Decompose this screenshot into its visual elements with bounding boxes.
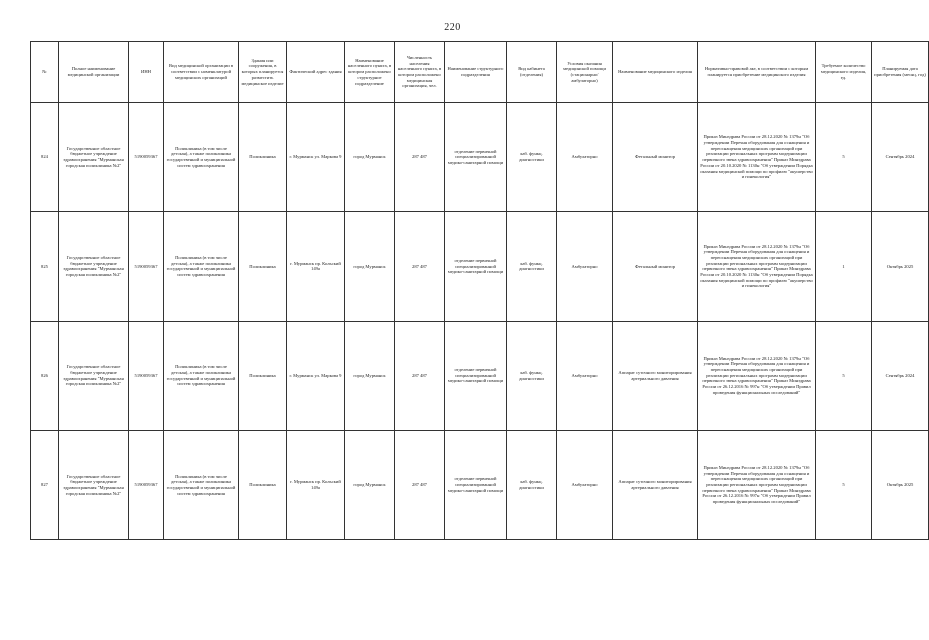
table-row bbox=[31, 212, 929, 321]
page-number: 220 bbox=[444, 22, 461, 33]
date-cell: Октябрь 2025 bbox=[872, 212, 929, 321]
building-cell: Поликлиника bbox=[239, 430, 287, 539]
settlement-cell: город Мурманск bbox=[345, 430, 395, 539]
device-cell: Аппарат суточного мониторирования артериального давления bbox=[613, 430, 698, 539]
equipment-table bbox=[30, 41, 929, 540]
subdivision-cell: отделение первичной специализированной медико-санитарной помощи bbox=[445, 212, 507, 321]
row-number: 827 bbox=[31, 430, 59, 539]
header-cell: Полное наименование медицинской организации bbox=[59, 42, 129, 103]
conditions-cell: Амбулаторно bbox=[557, 103, 613, 212]
cabinet-cell: каб. функц. диагностики bbox=[507, 212, 557, 321]
cabinet-cell: каб. функц. диагностики bbox=[507, 103, 557, 212]
date-cell: Сентябрь 2024 bbox=[872, 321, 929, 430]
org-name-cell: Государственное областное бюджетное учреждение здравоохранения "Мурманская городская поликлиника №2" bbox=[59, 321, 129, 430]
table-row bbox=[31, 103, 929, 212]
inn-cell: 5190059367 bbox=[129, 430, 164, 539]
cabinet-cell: каб. функц. диагностики bbox=[507, 321, 557, 430]
address-cell: г. Мурманск пр. Кольский 149а bbox=[287, 212, 345, 321]
conditions-cell: Амбулаторно bbox=[557, 430, 613, 539]
order-cell: Приказ Минздрава России от 28.12.2020 № 1379н "Об утверждении Перечня оборудования для оснащения и переоснащения медицинских организаций при реализации региональных программ модернизации первичного звена здравоохранения" Приказ Минздрава России от 26.12.2016 № 997н "Об утверждении Правил проведения функциональных исследований" bbox=[698, 430, 816, 539]
org-type-cell: Поликлиника (в том числе детская), а также поликлиника государственной и муниципальной систем здравоохранения bbox=[164, 212, 239, 321]
org-name-cell: Государственное областное бюджетное учреждение здравоохранения "Мурманская городская поликлиника №2" bbox=[59, 430, 129, 539]
conditions-cell: Амбулаторно bbox=[557, 212, 613, 321]
subdivision-cell: отделение первичной специализированной медико-санитарной помощи bbox=[445, 430, 507, 539]
org-name-cell: Государственное областное бюджетное учреждение здравоохранения "Мурманская городская поликлиника №2" bbox=[59, 212, 129, 321]
header-cell: Здания или сооружения, в которых планируется разместить медицинское изделие bbox=[239, 42, 287, 103]
quantity-cell: 5 bbox=[816, 430, 872, 539]
row-number: 824 bbox=[31, 103, 59, 212]
quantity-cell: 5 bbox=[816, 103, 872, 212]
header-cell: Численность населения населенного пункта, в котором расположено медицинская организация, чел. bbox=[395, 42, 445, 103]
order-cell: Приказ Минздрава России от 28.12.2020 № 1379н "Об утверждении Перечня оборудования для оснащения и переоснащения медицинских организаций при реализации региональных программ модернизации первичного звена здравоохранения" Приказ Минздрава России от 26.12.2016 № 997н "Об утверждении Правил проведения функциональных исследований" bbox=[698, 321, 816, 430]
header-cell: Планируемая дата приобретения (месяц, год) bbox=[872, 42, 929, 103]
org-name-cell: Государственное областное бюджетное учреждение здравоохранения "Мурманская городская поликлиника №2" bbox=[59, 103, 129, 212]
header-cell: Фактический адрес здания bbox=[287, 42, 345, 103]
building-cell: Поликлиника bbox=[239, 321, 287, 430]
settlement-cell: город Мурманск bbox=[345, 321, 395, 430]
header-cell: Наименование населенного пункта, в котором расположено структурное подразделение bbox=[345, 42, 395, 103]
inn-cell: 5190059367 bbox=[129, 103, 164, 212]
device-cell: Аппарат суточного мониторирования артериального давления bbox=[613, 321, 698, 430]
org-type-cell: Поликлиника (в том числе детская), а также поликлиника государственной и муниципальной систем здравоохранения bbox=[164, 430, 239, 539]
header-cell: № bbox=[31, 42, 59, 103]
building-cell: Поликлиника bbox=[239, 103, 287, 212]
date-cell: Октябрь 2025 bbox=[872, 430, 929, 539]
header-cell: Наименование структурного подразделения bbox=[445, 42, 507, 103]
row-number: 826 bbox=[31, 321, 59, 430]
header-cell: Вид медицинской организации в соответствии с номенклатурой медицинских организаций bbox=[164, 42, 239, 103]
org-type-cell: Поликлиника (в том числе детская), а также поликлиника государственной и муниципальной систем здравоохранения bbox=[164, 103, 239, 212]
population-cell: 287 487 bbox=[395, 430, 445, 539]
order-cell: Приказ Минздрава России от 28.12.2020 № 1379н "Об утверждении Перечня оборудования для оснащения и переоснащения медицинских организаций при реализации региональных программ модернизации первичного звена здравоохранения" Приказ Минздрава России от 20.10.2020 № 1130н "Об утверждении Порядка оказания медицинской помощи по профилю "акушерство и гинекология" bbox=[698, 212, 816, 321]
subdivision-cell: отделение первичной специализированной медико-санитарной помощи bbox=[445, 321, 507, 430]
population-cell: 287 487 bbox=[395, 103, 445, 212]
inn-cell: 5190059367 bbox=[129, 212, 164, 321]
header-cell: Наименование медицинского изделия bbox=[613, 42, 698, 103]
address-cell: г. Мурманск пр. Кольский 149а bbox=[287, 430, 345, 539]
header-cell: Требуемое количество медицинского изделия, ед. bbox=[816, 42, 872, 103]
quantity-cell: 1 bbox=[816, 212, 872, 321]
inn-cell: 5190059367 bbox=[129, 321, 164, 430]
address-cell: г. Мурманск ул. Маркова 9 bbox=[287, 103, 345, 212]
quantity-cell: 5 bbox=[816, 321, 872, 430]
device-cell: Фетальный монитор bbox=[613, 103, 698, 212]
header-cell: Вид кабинета (отделения) bbox=[507, 42, 557, 103]
conditions-cell: Амбулаторно bbox=[557, 321, 613, 430]
cabinet-cell: каб. функц. диагностики bbox=[507, 430, 557, 539]
population-cell: 287 487 bbox=[395, 212, 445, 321]
table-row bbox=[31, 321, 929, 430]
date-cell: Сентябрь 2024 bbox=[872, 103, 929, 212]
header-cell: ИНН bbox=[129, 42, 164, 103]
population-cell: 287 487 bbox=[395, 321, 445, 430]
header-cell: Условия оказания медицинской помощи (стационарно/ амбулаторно) bbox=[557, 42, 613, 103]
table-row bbox=[31, 430, 929, 539]
address-cell: г. Мурманск ул. Маркова 9 bbox=[287, 321, 345, 430]
subdivision-cell: отделение первичной специализированной медико-санитарной помощи bbox=[445, 103, 507, 212]
row-number: 825 bbox=[31, 212, 59, 321]
order-cell: Приказ Минздрава России от 28.12.2020 № 1379н "Об утверждении Перечня оборудования для оснащения и переоснащения медицинских организаций при реализации региональных программ модернизации первичного звена здравоохранения" Приказ Минздрава России от 20.10.2020 № 1130н "Об утверждении Порядка оказания медицинской помощи по профилю "акушерство и гинекология" bbox=[698, 103, 816, 212]
table-header-row bbox=[31, 42, 929, 103]
org-type-cell: Поликлиника (в том числе детская), а также поликлиника государственной и муниципальной систем здравоохранения bbox=[164, 321, 239, 430]
settlement-cell: город Мурманск bbox=[345, 103, 395, 212]
settlement-cell: город Мурманск bbox=[345, 212, 395, 321]
device-cell: Фетальный монитор bbox=[613, 212, 698, 321]
building-cell: Поликлиника bbox=[239, 212, 287, 321]
header-cell: Нормативно-правовой акт, в соответствии с которым планируется приобретение медицинского изделия bbox=[698, 42, 816, 103]
